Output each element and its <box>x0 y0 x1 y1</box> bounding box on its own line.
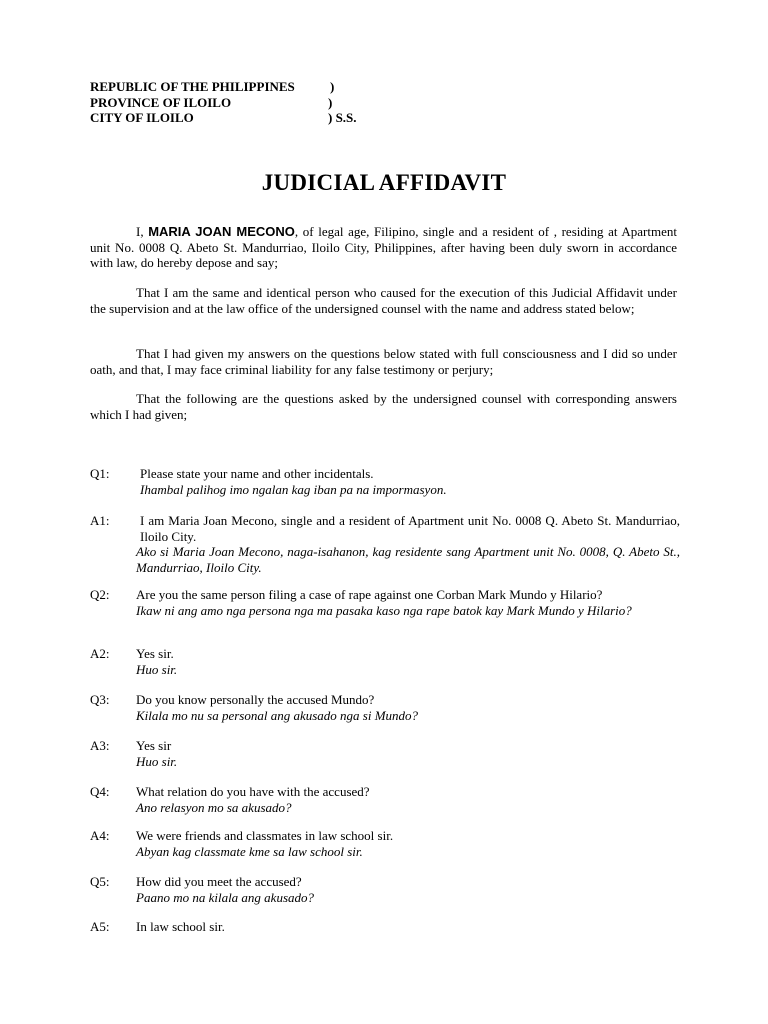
answer-item <box>90 513 680 575</box>
venue-country: REPUBLIC OF THE PHILIPPINES <box>90 79 295 94</box>
qa-translation: Ikaw ni ang amo nga persona nga ma pasaka kaso nga rape batok kay Mark Mundo y Hilario? <box>136 602 632 618</box>
qa-english: I am Maria Joan Mecono, single and a resident of Apartment unit No. 0008 Q. Abeto St. Mandurriao, Iloilo City. <box>140 513 680 544</box>
qa-label: Q4: <box>90 784 110 799</box>
venue-city: CITY OF ILOILO <box>90 110 194 125</box>
venue-bracket: ) <box>330 79 335 94</box>
qa-english: In law school sir. <box>136 919 225 934</box>
paragraph-text: That the following are the questions asked by the undersigned counsel with corresponding answers which I had given; <box>90 391 677 422</box>
question-item <box>90 587 680 618</box>
qa-translation: Kilala mo nu sa personal ang akusado nga si Mundo? <box>136 707 419 723</box>
qa-label: Q3: <box>90 692 110 707</box>
answer-item <box>90 919 680 935</box>
qa-label: A4: <box>90 828 110 843</box>
question-item <box>90 874 680 905</box>
question-item <box>90 784 680 815</box>
venue-ss: ) S.S. <box>328 110 357 125</box>
question-item <box>90 692 680 723</box>
qa-english: We were friends and classmates in law school sir. <box>136 828 394 843</box>
paragraph-oath <box>90 346 677 377</box>
answer-item <box>90 738 680 769</box>
answer-item <box>90 646 680 677</box>
intro-paragraph <box>90 224 677 271</box>
qa-translation: Huo sir. <box>136 661 178 677</box>
qa-english: Please state your name and other incidentals. <box>140 466 374 481</box>
qa-label: A2: <box>90 646 110 661</box>
qa-translation: Ano relasyon mo sa akusado? <box>136 799 292 815</box>
question-item <box>90 466 680 497</box>
qa-label: Q2: <box>90 587 110 602</box>
qa-translation: Paano mo na kilala ang akusado? <box>136 889 315 905</box>
venue-bracket: ) <box>328 94 333 110</box>
qa-english: Yes sir. <box>136 646 174 661</box>
qa-english: Do you know personally the accused Mundo? <box>136 692 375 707</box>
answer-item <box>90 828 680 859</box>
qa-translation: Huo sir. <box>136 753 178 769</box>
intro-text: , of legal age, Filipino, single and a resident of , residing at Apartment unit No. 0008 Q. Abeto St. Mandurriao, Iloilo City, Philippines, after having been duly sworn in accordance with law, do hereby depose and say; <box>90 224 677 271</box>
qa-label: A5: <box>90 919 110 934</box>
affiant-name: MARIA JOAN MECONO <box>148 224 295 239</box>
qa-label: A1: <box>90 513 110 528</box>
intro-prefix: I, <box>136 224 149 239</box>
qa-label: Q5: <box>90 874 110 889</box>
paragraph-text: That I had given my answers on the questions below stated with full consciousness and I did so under oath, and that, I may face criminal liability for any false testimony or perjury; <box>90 346 677 377</box>
paragraph-identity <box>90 285 677 316</box>
qa-english: How did you meet the accused? <box>136 874 302 889</box>
document-title: JUDICIAL AFFIDAVIT <box>261 170 507 195</box>
qa-english: Are you the same person filing a case of rape against one Corban Mark Mundo y Hilario? <box>136 587 603 602</box>
qa-label: A3: <box>90 738 110 753</box>
paragraph-text: That I am the same and identical person who caused for the execution of this Judicial Affidavit under the supervision and at the law office of the undersigned counsel with the name and address stated below; <box>90 285 677 316</box>
venue-province: PROVINCE OF ILOILO <box>90 94 232 110</box>
qa-english: What relation do you have with the accused? <box>136 784 370 799</box>
qa-label: Q1: <box>90 466 110 481</box>
qa-english: Yes sir <box>136 738 172 753</box>
paragraph-questions <box>90 391 677 422</box>
qa-translation: Ihambal palihog imo ngalan kag iban pa na impormasyon. <box>140 481 447 497</box>
qa-translation: Ako si Maria Joan Mecono, naga-isahanon, kag residente sang Apartment unit No. 0008, Q. Abeto St., Mandurriao, Iloilo City. <box>136 544 680 575</box>
qa-translation: Abyan kag classmate kme sa law school sir. <box>136 843 363 859</box>
